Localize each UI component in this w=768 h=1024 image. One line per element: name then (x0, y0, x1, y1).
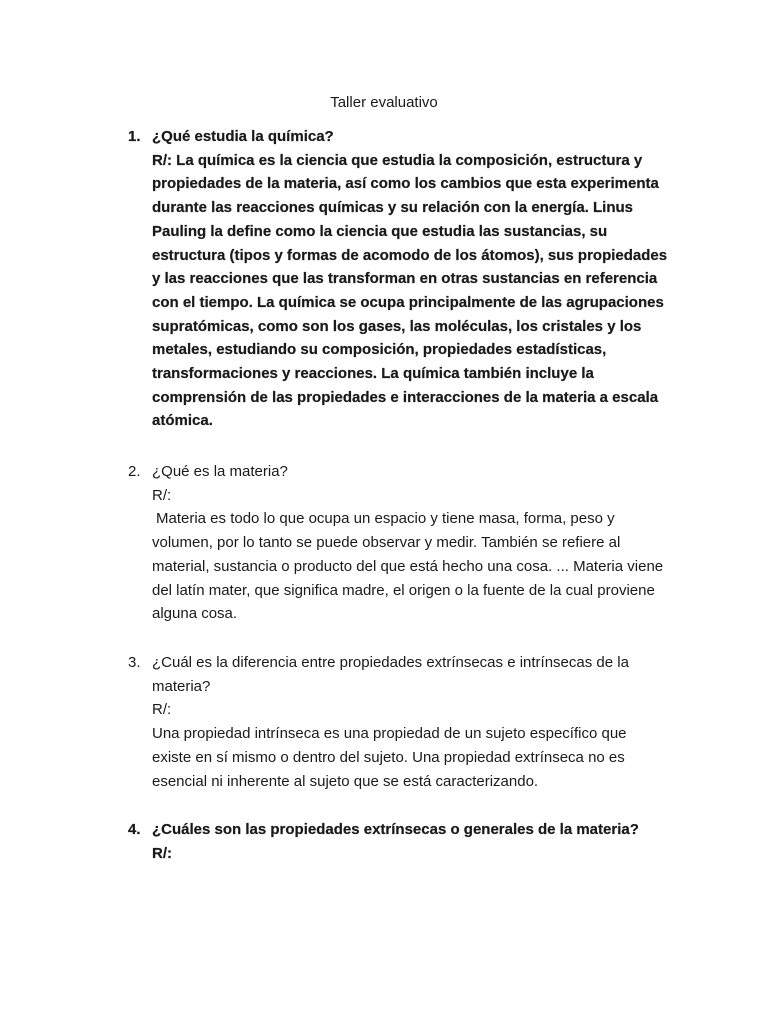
question-4-number: 4. (128, 821, 141, 838)
answer-3-label: R/: (152, 701, 172, 719)
question-1-line (128, 125, 668, 149)
answer-4-label: R/: (152, 844, 172, 862)
question-4-line (128, 818, 668, 842)
answer-2-label: R/: (152, 486, 172, 504)
answer-1-text: La química es la ciencia que estudia la composición, estructura y propiedades de la materia, así como los cambios que esta experimenta durante las reacciones químicas y su relación con la energía. Linus Pauling la define como la ciencia que estudia las sustancias, su estructura (tipos y formas de acomodo de los átomos), sus propiedades y las reacciones que las transforman en otras sustancias en referencia con el tiempo. La química se ocupa principalmente de las agrupaciones supratómicas, como son los gases, las moléculas, los cristales y los metales, estudiando su composición, propiedades estadísticas, transformaciones y reacciones. La química también incluye la comprensión de las propiedades e interacciones de la materia a escala atómica. (152, 151, 668, 430)
question-4-text: ¿Cuáles son las propiedades extrínsecas o generales de la materia? (152, 821, 639, 838)
answer-1 (128, 149, 668, 433)
document-title: Taller evaluativo (330, 94, 438, 111)
answer-1-label: R/: (152, 151, 172, 169)
question-1-number: 1. (128, 128, 141, 145)
question-3-line (128, 651, 668, 698)
answer-2-text: Materia es todo lo que ocupa un espacio y tiene masa, forma, peso y volumen, por lo tanto se puede observar y medir. También se refiere al material, sustancia o producto del que está hecho una cosa. ... Materia viene del latín mater, que significa madre, el origen o la fuente de la cual proviene alguna cosa. (152, 510, 664, 623)
question-item-4 (128, 818, 668, 865)
question-item-3 (128, 651, 668, 793)
question-2-text: ¿Qué es la materia? (152, 463, 288, 480)
question-1-text: ¿Qué estudia la química? (152, 128, 334, 145)
question-item-2 (128, 460, 668, 626)
question-3-text: ¿Cuál es la diferencia entre propiedades extrínsecas e intrínsecas de la materia? (152, 654, 629, 695)
answer-3-text: Una propiedad intrínseca es una propiedad de un sujeto específico que existe en sí mismo o dentro del sujeto. Una propiedad extrínseca no es esencial ni inherente al sujeto que se está caracterizando. (152, 725, 627, 790)
question-3-number: 3. (128, 654, 141, 671)
question-2-line (128, 460, 668, 484)
question-2-number: 2. (128, 463, 141, 480)
question-item-1 (128, 125, 668, 433)
